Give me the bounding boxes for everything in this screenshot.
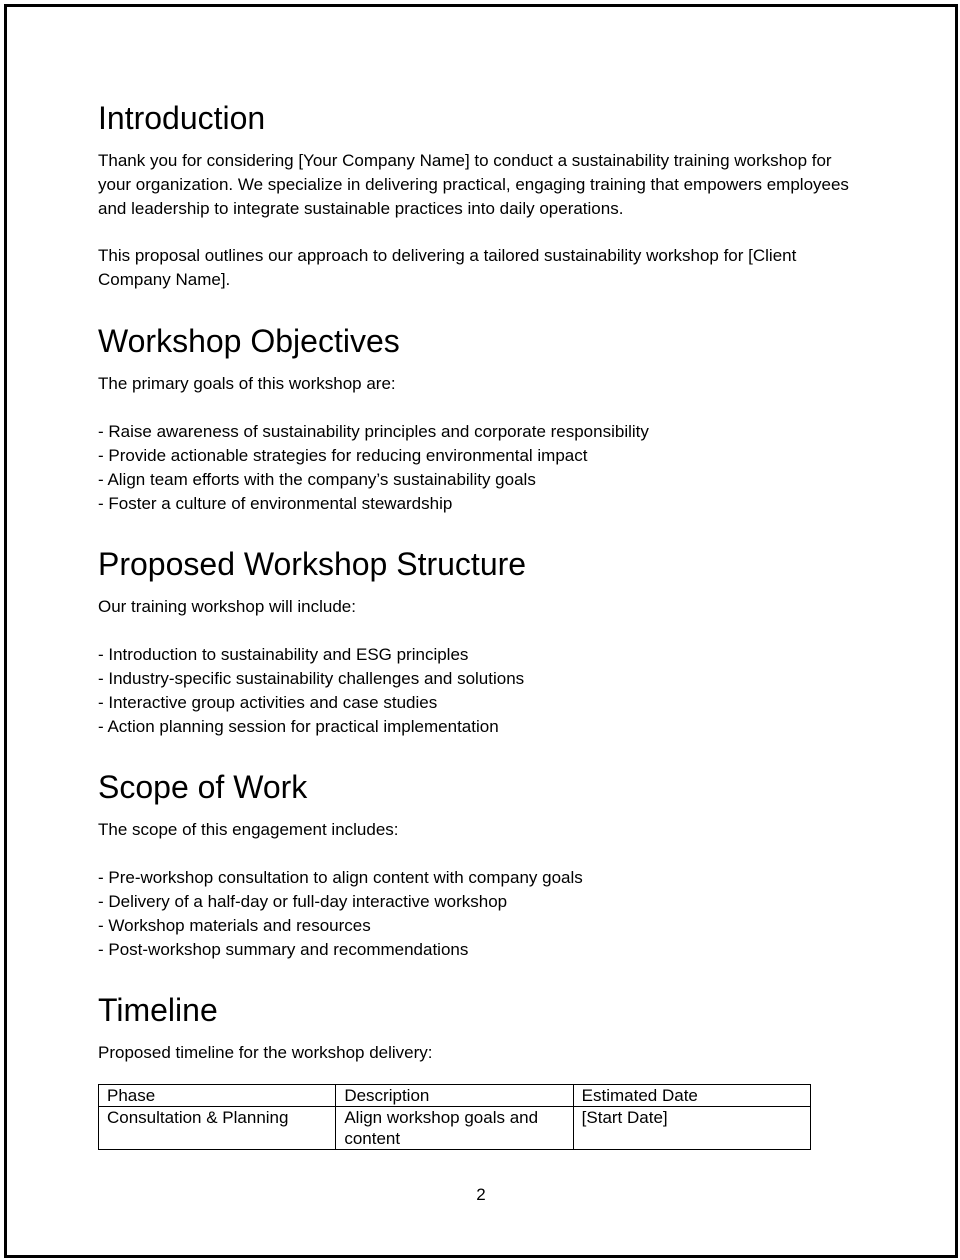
timeline-lead: Proposed timeline for the workshop delivery: bbox=[98, 1043, 433, 1062]
list-item: - Post-workshop summary and recommendations bbox=[98, 940, 469, 959]
table-cell: [Start Date] bbox=[573, 1107, 810, 1150]
heading-scope-of-work: Scope of Work bbox=[98, 769, 308, 805]
table-cell: Align workshop goals and content bbox=[336, 1107, 573, 1150]
list-item: - Introduction to sustainability and ESG principles bbox=[98, 645, 469, 664]
page-number: 2 bbox=[476, 1185, 486, 1204]
scope-lead: The scope of this engagement includes: bbox=[98, 820, 399, 839]
heading-timeline: Timeline bbox=[98, 992, 218, 1028]
heading-introduction: Introduction bbox=[98, 100, 266, 136]
list-item: - Foster a culture of environmental stewardship bbox=[98, 494, 453, 513]
objectives-lead: The primary goals of this workshop are: bbox=[98, 374, 396, 393]
list-item: - Interactive group activities and case studies bbox=[98, 693, 438, 712]
intro-paragraph-1: Thank you for considering [Your Company Name] to conduct a sustainability training workshop for your organization. We specialize in delivering practical, engaging training that empowers employees and leadership to integrate sustainable practices into daily operations. bbox=[98, 151, 849, 218]
list-item: - Workshop materials and resources bbox=[98, 916, 371, 935]
list-item: - Provide actionable strategies for reducing environmental impact bbox=[98, 446, 588, 465]
heading-workshop-objectives: Workshop Objectives bbox=[98, 323, 400, 359]
list-item: - Action planning session for practical implementation bbox=[98, 717, 499, 736]
structure-lead: Our training workshop will include: bbox=[98, 597, 356, 616]
timeline-table bbox=[98, 1084, 811, 1150]
list-item: - Align team efforts with the company’s sustainability goals bbox=[98, 470, 536, 489]
list-item: - Delivery of a half-day or full-day interactive workshop bbox=[98, 892, 508, 911]
table-row bbox=[99, 1107, 811, 1150]
list-item: - Pre-workshop consultation to align content with company goals bbox=[98, 868, 583, 887]
document-page bbox=[4, 4, 958, 1258]
list-item: - Industry-specific sustainability challenges and solutions bbox=[98, 669, 525, 688]
intro-paragraph-2: This proposal outlines our approach to delivering a tailored sustainability workshop for [Client Company Name]. bbox=[98, 246, 797, 289]
table-header-cell: Phase bbox=[99, 1085, 336, 1107]
table-header-cell: Description bbox=[336, 1085, 573, 1107]
heading-proposed-structure: Proposed Workshop Structure bbox=[98, 546, 527, 582]
table-header-row bbox=[99, 1085, 811, 1107]
table-cell: Consultation & Planning bbox=[99, 1107, 336, 1150]
table-header-cell: Estimated Date bbox=[573, 1085, 810, 1107]
list-item: - Raise awareness of sustainability principles and corporate responsibility bbox=[98, 422, 649, 441]
